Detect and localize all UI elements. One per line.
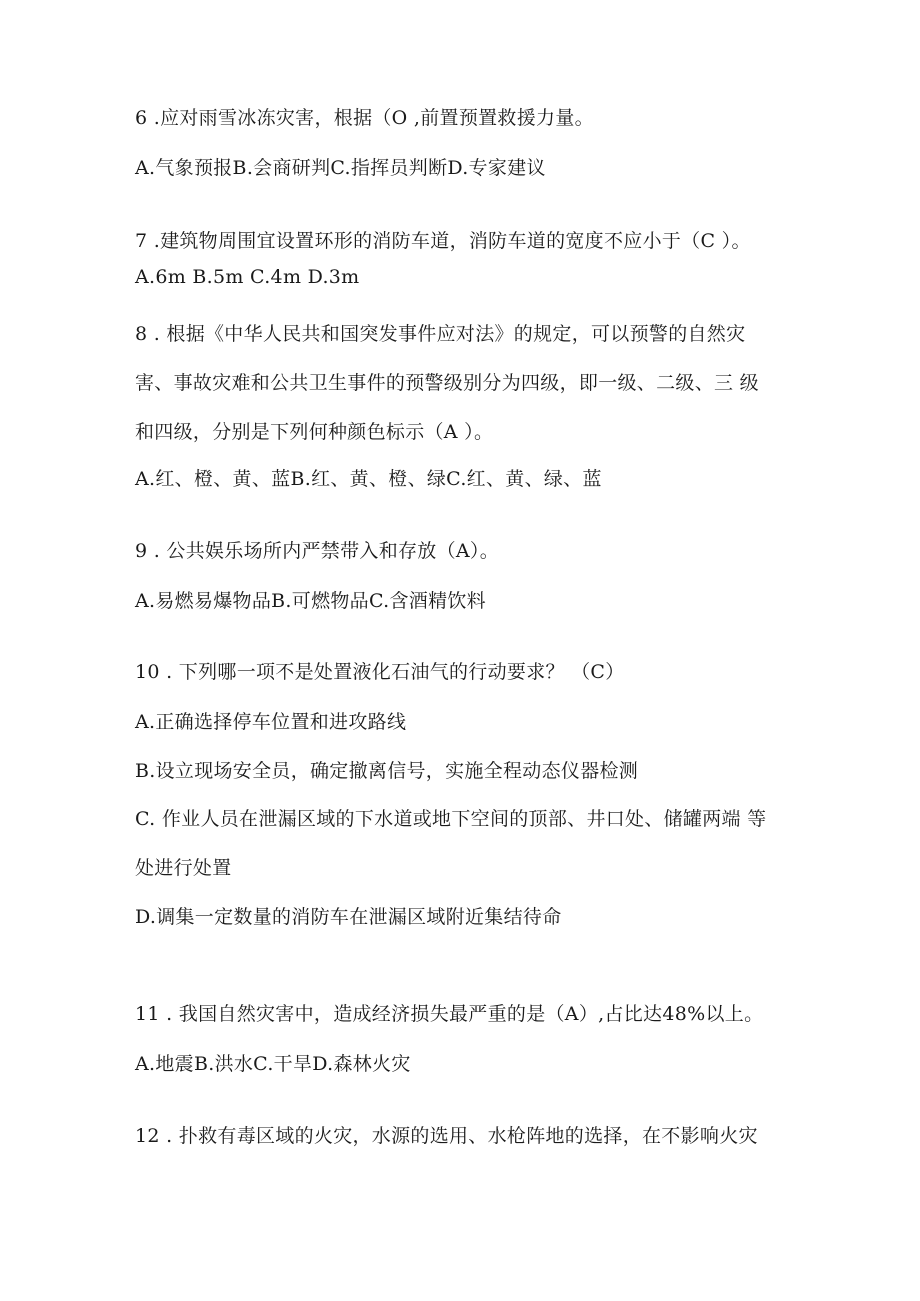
question-10-option-c-line-2: 处进行处置 <box>135 857 232 879</box>
question-10-option-d: D.调集一定数量的消防车在泄漏区域附近集结待命 <box>135 906 562 928</box>
question-10-stem: 10 . 下列哪一项不是处置液化石油气的行动要求？ （C） <box>135 661 625 683</box>
question-6-stem: 6 .应对雨雪冰冻灾害，根据（O ,前置预置救援力量。 <box>135 107 594 129</box>
question-9-options: A.易燃易爆物品B.可燃物品C.含酒精饮料 <box>135 590 486 612</box>
question-11-stem: 11 . 我国自然灾害中，造成经济损失最严重的是（A）,占比达48%以上。 <box>135 1003 764 1025</box>
question-10-option-a: A.正确选择停车位置和进攻路线 <box>135 711 407 733</box>
question-10-option-b: B.设立现场安全员，确定撤离信号，实施全程动态仪器检测 <box>135 760 639 782</box>
question-8-options: A.红、橙、黄、蓝B.红、黄、橙、绿C.红、黄、绿、蓝 <box>135 468 602 490</box>
question-7-options: A.6m B.5m C.4m D.3m <box>135 266 360 288</box>
question-12-stem: 12 . 扑救有毒区域的火灾，水源的选用、水枪阵地的选择，在不影响火灾 <box>135 1125 758 1147</box>
question-8-stem-line-1: 8 . 根据《中华人民共和国突发事件应对法》的规定，可以预警的自然灾 <box>135 323 746 345</box>
question-9-stem: 9 . 公共娱乐场所内严禁带入和存放（A）。 <box>135 540 500 562</box>
question-11-options: A.地震B.洪水C.干旱D.森林火灾 <box>135 1053 411 1075</box>
question-6-options: A.气象预报B.会商研判C.指挥员判断D.专家建议 <box>135 157 546 179</box>
question-10-option-c-line-1: C. 作业人员在泄漏区域的下水道或地下空间的顶部、井口处、储罐两端 等 <box>135 808 767 830</box>
question-8-stem-line-2: 害、事故灾难和公共卫生事件的预警级别分为四级，即一级、二级、三 级 <box>135 372 759 394</box>
question-7-stem: 7 .建筑物周围宜设置环形的消防车道，消防车道的宽度不应小于（C ）。 <box>135 230 751 252</box>
question-8-stem-line-3: 和四级，分别是下列何种颜色标示（A ）。 <box>135 421 494 443</box>
